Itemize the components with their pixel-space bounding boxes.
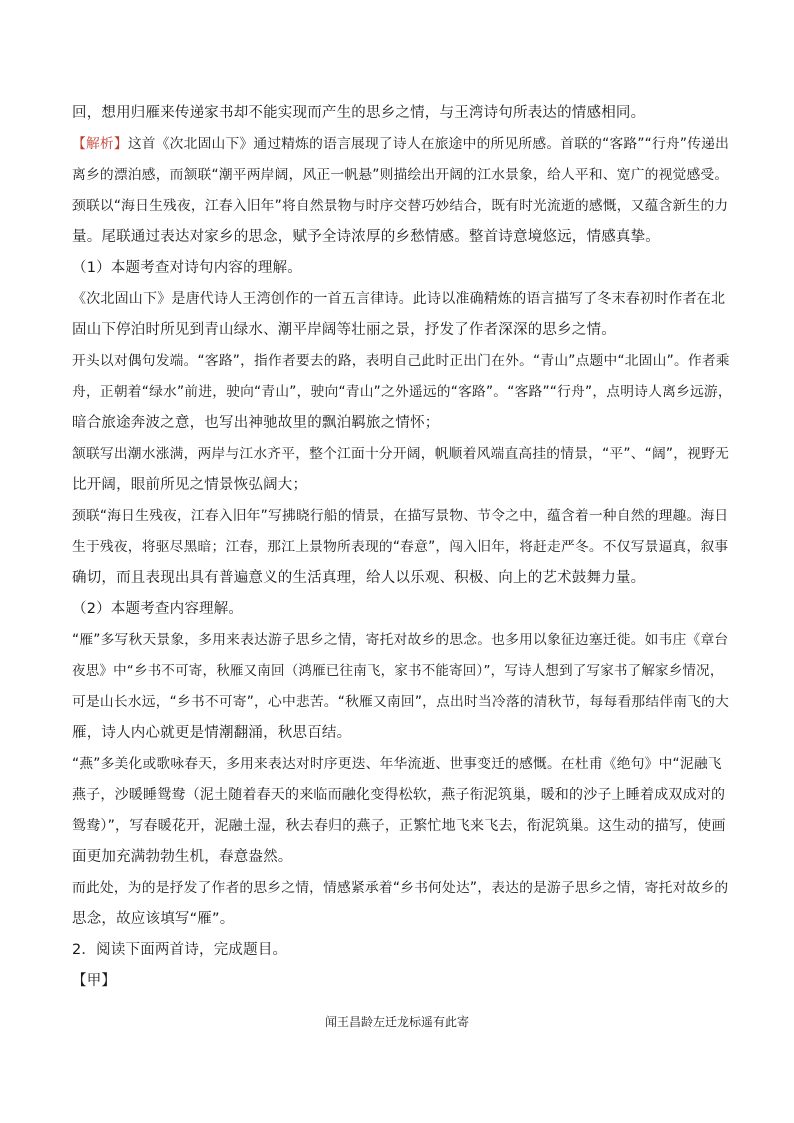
poem-title: 闻王昌龄左迁龙标遥有此寄 — [324, 1015, 469, 1029]
text-line: 而此处，为的是抒发了作者的思乡之情，情感紧承着“乡书何处达”，表达的是游子思乡之情，寄托对故乡的 — [72, 880, 729, 896]
text-line: 确切，而且表现出具有普遍意义的生活真理，给人以乐观、积极、向上的艺术鼓舞力量。 — [72, 570, 646, 586]
question-heading: （2）本题考查内容理解。 — [72, 601, 244, 617]
text-line: 可是山长水远，“乡书不可寄”，心中悲苦。“秋雁又南回”，点出时当冷落的清秋节，每每看那结伴南飞的大 — [72, 694, 730, 710]
analysis-line — [72, 134, 732, 154]
text-line: 鸳鸯）”，写春暖花开，泥融土湿，秋去春归的燕子，正繁忙地飞来飞去，衔泥筑巢。这生动的描写，使画 — [72, 818, 726, 834]
text-line: 思念，故应该填写“雁”。 — [72, 911, 235, 927]
text-line: 回，想用归雁来传递家书却不能实现而产生的思乡之情，与王湾诗句所表达的情感相同。 — [72, 105, 646, 121]
text-line: 量。尾联通过表达对家乡的思念，赋予全诗浓厚的乡愁情感。整首诗意境悠远，情感真挚。 — [72, 229, 660, 245]
text-line: 生于残夜，将驱尽黑暗；江春，那江上景物所表现的“春意”，闯入旧年，将赶走严冬。不仅写景逼真，叙事 — [72, 539, 729, 555]
analysis-text: 这首《次北固山下》通过精炼的语言展现了诗人在旅途中的所见所感。首联的“客路”“行舟”传递出 — [127, 136, 730, 152]
section-label: 【甲】 — [72, 973, 117, 989]
text-line: 雁，诗人内心就更是情潮翻涌，秋思百结。 — [72, 725, 352, 741]
text-line: 面更加充满勃勃生机，春意盎然。 — [72, 849, 293, 865]
text-line: 颔联写出潮水涨满，两岸与江水齐平，整个江面十分开阔，帆顺着风端直高挂的情景，“平”、“阔”，视野无 — [72, 446, 730, 462]
text-line: 暗合旅途奔波之意，也写出神驰故里的飘泊羁旅之情怀； — [72, 415, 440, 431]
text-line: “燕”多美化或歌咏春天，多用来表达对时序更迭、年华流逝、世事变迁的感慨。在杜甫《绝句》中“泥融飞 — [72, 756, 722, 772]
text-line: 颈联“海日生残夜，江春入旧年”写拂晓行船的情景，在描写景物、节令之中，蕴含着一种自然的理趣。海日 — [72, 508, 729, 524]
text-line: 比开阔，眼前所见之情景恢弘阔大； — [72, 477, 308, 493]
text-line: “雁”多写秋天景象，多用来表达游子思乡之情，寄托对故乡的思念。也多用以象征边塞迁徙。如韦庄《章台 — [72, 632, 729, 648]
question-heading: （1）本题考查对诗句内容的理解。 — [72, 260, 302, 276]
question-heading: 2．阅读下面两首诗，完成题目。 — [72, 942, 288, 958]
text-line: 开头以对偶句发端。“客路”，指作者要去的路，表明自己此时正出门在外。“青山”点题中“北固山”。作者乘 — [72, 353, 730, 369]
text-line: 燕子，沙暖睡鸳鸯（泥土随着春天的来临而融化变得松软，燕子衔泥筑巢，暖和的沙子上睡着成双成对的 — [72, 787, 726, 803]
text-line: 舟，正朝着“绿水”前进，驶向“青山”，驶向“青山”之外遥远的“客路”。“客路”“行舟”，点明诗人离乡远游， — [72, 384, 732, 400]
analysis-tag: 【解析】 — [72, 136, 128, 152]
text-line: 颈联以“海日生残夜，江春入旧年”将自然景物与时序交替巧妙结合，既有时光流逝的感慨，又蕴含新生的力 — [72, 198, 729, 214]
text-line: 《次北固山下》是唐代诗人王湾创作的一首五言律诗。此诗以准确精炼的语言描写了冬末春初时作者在北 — [72, 291, 726, 307]
text-line: 固山下停泊时所见到青山绿水、潮平岸阔等壮丽之景，抒发了作者深深的思乡之情。 — [72, 322, 616, 338]
text-line: 离乡的漂泊感，而颔联“潮平两岸阔，风正一帆悬”则描绘出开阔的江水景象，给人平和、宽广的视觉感受。 — [72, 167, 729, 183]
text-line: 夜思》中“乡书不可寄，秋雁又南回（鸿雁已往南飞，家书不能寄回）”，写诗人想到了写家书了解家乡情况， — [72, 663, 724, 679]
